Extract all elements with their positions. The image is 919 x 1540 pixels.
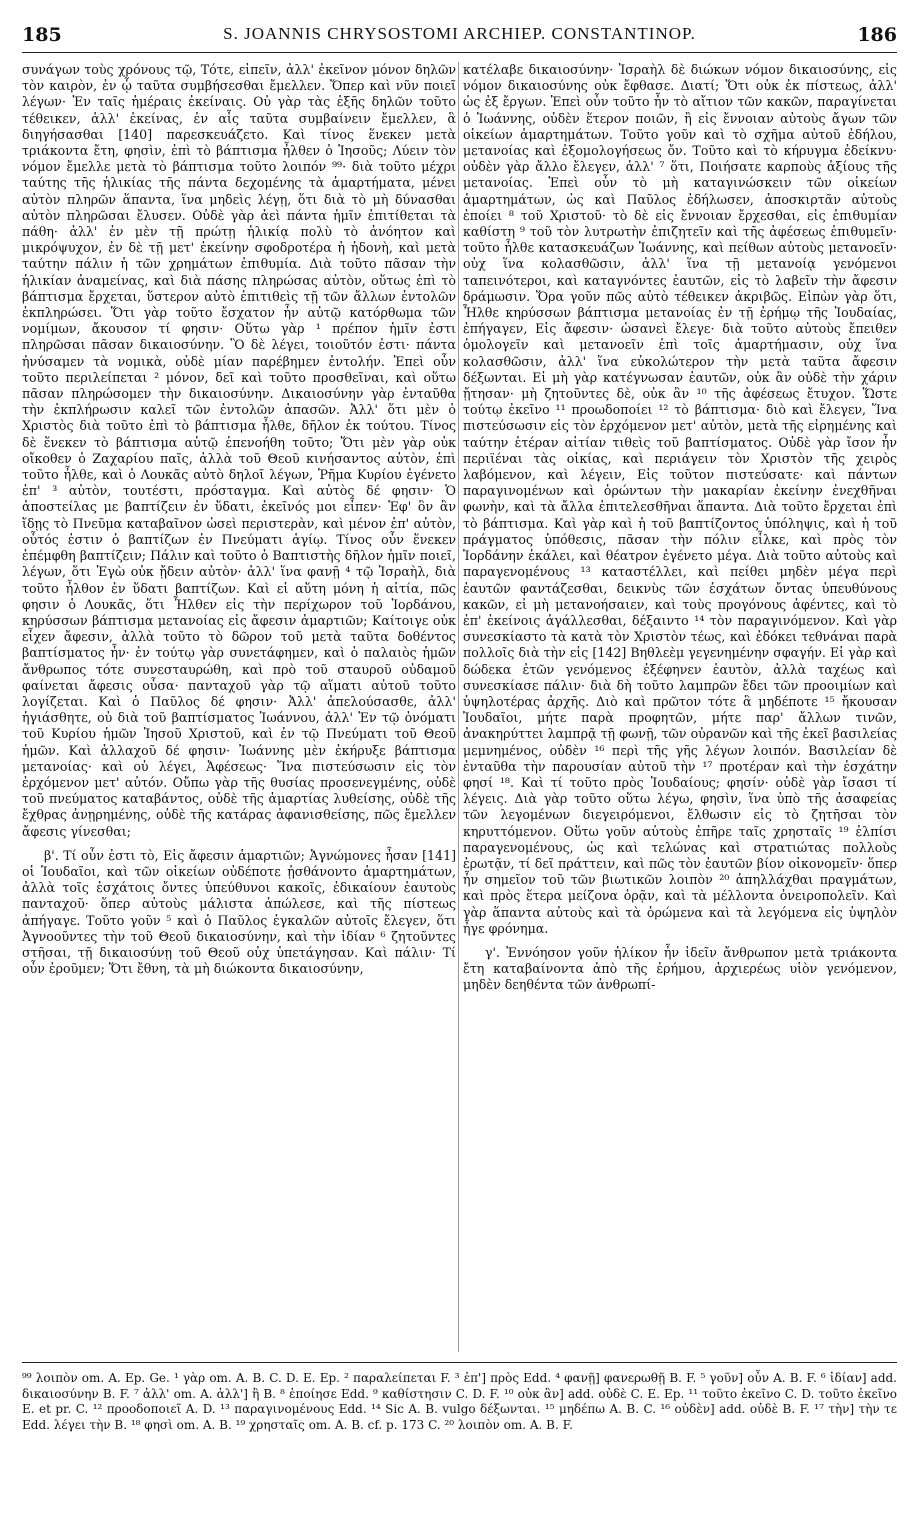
right-paragraph-2: γ'. Ἐννόησον γοῦν ἡλίκον ἦν ἰδεῖν ἄνθρωπον μετὰ τριάκοντα ἔτη καταβαίνοντα ἀπὸ τῆς ἐρήμου, ἀρχιερέως υἱὸν γενόμενον, μηδὲν δεηθέντα τῶν ἀνθρωπί-	[463, 944, 897, 993]
right-column	[463, 62, 897, 1352]
left-paragraph-1: συνάγων τοὺς χρόνους τῷ, Τότε, εἰπεῖν, ἀλλ' ἐκεῖνον μόνον δηλῶν τὸν καιρὸν, ἐν ᾧ ταῦτα συμβήσεσθαι ἔμελλεν. Ὅπερ καὶ νῦν ποιεῖ λέγων· Ἐν ταῖς ἡμέραις ἐκείναις. Οὐ γὰρ τὰς ἑξῆς δηλῶν τοῦτο τέθεικεν, ἀλλ' ἐκείνας, ἐν αἷς ταῦτα συμβαίνειν ἔμελλεν, ἃ διηγήσασθαι [140] παρεσκευάζετο. Καὶ τίνος ἕνεκεν μετὰ τριάκοντα ἔτη, φησὶν, ἐπὶ τὸ βάπτισμα ἦλθεν ὁ Ἰησοῦς; Λύειν τὸν νόμον ἔμελλε μετὰ τὸ βάπτισμα τοῦτο λοιπόν ⁹⁹· διὰ τοῦτο μέχρι ταύτης τῆς ἡλικίας τῆς πάντα δεχομένης τὰ ἁμαρτήματα, μένει αὐτὸν πληρῶν ἅπαντα, ἵνα μηδεὶς λέγῃ, ὅτι διὰ τὸ μὴ δύνασθαι αὐτὸν πληρῶσαι ἔλυσεν. Οὐδὲ γὰρ ἀεὶ πάντα ἡμῖν ἐπιτίθεται τὰ πάθη· ἀλλ' ἐν μὲν τῇ πρώτῃ ἡλικίᾳ πολὺ τὸ ἀνόητον καὶ μικρόψυχον, ἐν δὲ τῇ μετ' ἐκείνην σφοδροτέρα ἡ ἡδονὴ, καὶ μετὰ ταύτην πάλιν ἡ τῶν χρημάτων ἐπιθυμία. Διὰ τοῦτο πᾶσαν τὴν ἡλικίαν ἀναμείνας, καὶ διὰ πάσης πληρώσας αὐτὸν, οὕτως ἐπὶ τὸ βάπτισμα ἔρχεται, ὕστερον αὐτὸ ἐπιτιθεὶς τῇ τῶν ἄλλων ἐντολῶν ἐκπληρώσει. Ὅτι γὰρ τοῦτο ἔσχατον ἦν αὐτῷ κατόρθωμα τῶν νομίμων, ἄκουσον τί φησιν· Οὕτω γὰρ ¹ πρέπον ἡμῖν ἐστι πληρῶσαι πᾶσαν δικαιοσύνην. Ὃ δὲ λέγει, τοιοῦτόν ἐστι· πάντα ἠνύσαμεν τὰ νομικὰ, οὐδὲ μίαν παρέβημεν ἐντολήν. Ἐπεὶ οὖν τοῦτο περιλείπεται ² μόνον, δεῖ καὶ τοῦτο προσθεῖναι, καὶ οὕτω πᾶσαν πληρώσομεν τὴν δικαιοσύνην. Δικαιοσύνην γὰρ ἐνταῦθα τὴν ἐκπλήρωσιν καλεῖ τῶν ἐντολῶν ἁπασῶν. Ἀλλ' ὅτι μὲν ὁ Χριστὸς διὰ τοῦτο ἐπὶ τὸ βάπτισμα ἦλθε, δῆλον ἐκ τούτου. Τίνος δὲ ἕνεκεν τὸ βάπτισμα αὐτῷ ἐπενοήθη τοῦτο; Ὅτι μὲν γὰρ οὐκ οἴκοθεν ὁ Ζαχαρίου παῖς, ἀλλὰ τοῦ Θεοῦ κινήσαντος αὐτὸν, ἐπὶ τοῦτο ἦλθε, καὶ ὁ Λουκᾶς αὐτὸ δηλοῖ λέγων, Ῥῆμα Κυρίου ἐγένετο ἐπ' ³ αὐτὸν, τουτέστι, πρόσταγμα. Καὶ αὐτὸς δέ φησιν· Ὁ ἀποστείλας με βαπτίζειν ἐν ὕδατι, ἐκεῖνός μοι εἶπεν· Ἐφ' ὃν ἂν ἴδῃς τὸ Πνεῦμα καταβαῖνον ὡσεὶ περιστερὰν, καὶ μένον ἐπ' αὐτὸν, οὗτός ἐστιν ὁ βαπτίζων ἐν Πνεύματι ἁγίῳ. Τίνος οὖν ἕνεκεν ἐπέμφθη βαπτίζειν; Πάλιν καὶ τοῦτο ὁ Βαπτιστὴς δῆλον ἡμῖν ποιεῖ, λέγων, ὅτι Ἐγὼ οὐκ ᾔδειν αὐτὸν· ἀλλ' ἵνα φανῇ ⁴ τῷ Ἰσραὴλ, διὰ τοῦτο ἦλθον ἐν ὕδατι βαπτίζων. Καὶ εἰ αὕτη μόνη ἡ αἰτία, πῶς φησιν ὁ Λουκᾶς, ὅτι Ἦλθεν εἰς τὴν περίχωρον τοῦ Ἰορδάνου, κηρύσσων βάπτισμα μετανοίας εἰς ἄφεσιν ἁμαρτιῶν; Καίτοιγε οὐκ εἶχεν ἄφεσιν, ἀλλὰ τοῦτο τὸ δῶρον τοῦ μετὰ ταῦτα δοθέντος βαπτίσματος ἦν· ἐν τούτῳ γὰρ συνετάφημεν, καὶ ὁ παλαιὸς ἡμῶν ἄνθρωπος τότε συνεσταυρώθη, καὶ πρὸ τοῦ σταυροῦ οὐδαμοῦ φαίνεται ἄφεσις οὖσα· πανταχοῦ γὰρ τῷ αἵματι αὐτοῦ τοῦτο λογίζεται. Καὶ ὁ Παῦλος δέ φησιν· Ἀλλ' ἀπελούσασθε, ἀλλ' ἡγιάσθητε, οὐ διὰ τοῦ βαπτίσματος Ἰωάννου, ἀλλ' Ἐν τῷ ὀνόματι τοῦ Κυρίου ἡμῶν Ἰησοῦ Χριστοῦ, καὶ ἐν τῷ Πνεύματι τοῦ Θεοῦ ἡμῶν. Καὶ ἀλλαχοῦ δέ φησιν· Ἰωάννης μὲν ἐκήρυξε βάπτισμα μετανοίας· καὶ οὐ λέγει, Ἀφέσεως· Ἵνα πιστεύσωσιν εἰς τὸν ἐρχόμενον μετ' αὐτόν. Οὔπω γὰρ τῆς θυσίας προσενεγμένης, οὐδὲ τοῦ πνεύματος καταβάντος, οὐδὲ τῆς ἁμαρτίας λυθείσης, οὐδὲ τῆς ἔχθρας ἀνῃρημένης, οὐδὲ τῆς κατάρας ἀφανισθείσης, πῶς ἔμελλεν ἄφεσις γίνεσθαι;	[22, 62, 456, 839]
right-paragraph-1: κατέλαβε δικαιοσύνην· Ἰσραὴλ δὲ διώκων νόμον δικαιοσύνης, εἰς νόμον δικαιοσύνης οὐκ ἔφθασε. Διατί; Ὅτι οὐκ ἐκ πίστεως, ἀλλ' ὡς ἐξ ἔργων. Ἐπεὶ οὖν τοῦτο ἦν τὸ αἴτιον τῶν κακῶν, παραγίνεται ὁ Ἰωάννης, οὐδὲν ἕτερον ποιῶν, ἢ εἰς ἔννοιαν αὐτοὺς ἄγων τῶν οἰκείων ἁμαρτημάτων. Τοῦτο γοῦν καὶ τὸ σχῆμα αὐτοῦ ἐδήλου, μετανοίας καὶ ἐξομολογήσεως ὄν. Τοῦτο καὶ τὸ κήρυγμα ἐδείκνυ· οὐδὲν γὰρ ἄλλο ἔλεγεν, ἀλλ' ⁷ ὅτι, Ποιήσατε καρποὺς ἀξίους τῆς μετανοίας. Ἐπεὶ οὖν τὸ μὴ καταγινώσκειν τῶν οἰκείων ἁμαρτημάτων, ὡς καὶ Παῦλος ἐδήλωσεν, ἀποσκιρτᾶν αὐτοὺς ἐποίει ⁸ τοῦ Χριστοῦ· τὸ δὲ εἰς ἔννοιαν ἔρχεσθαι, εἰς ἐπιθυμίαν καθίστη ⁹ τοῦ τὸν λυτρωτὴν ἐπιζητεῖν καὶ τῆς ἀφέσεως ἐπιθυμεῖν· τοῦτο ἦλθε κατασκευάζων Ἰωάννης, καὶ πείθων αὐτοὺς μετανοεῖν· οὐχ ἵνα κολασθῶσιν, ἀλλ' ἵνα τῇ μετανοίᾳ γενόμενοι ταπεινότεροι, καὶ καταγνόντες ἑαυτῶν, εἰς τὸ λαβεῖν τὴν ἄφεσιν δράμωσιν. Ὅρα γοῦν πῶς αὐτὸ τέθεικεν ἀκριβῶς. Εἰπὼν γὰρ ὅτι, Ἦλθε κηρύσσων βάπτισμα μετανοίας ἐν τῇ ἐρήμῳ τῆς Ἰουδαίας, ἐπήγαγεν, Εἰς ἄφεσιν· ὡσανεὶ ἔλεγε· διὰ τοῦτο αὐτοὺς ἔπειθεν ὁμολογεῖν καὶ μετανοεῖν ἐπὶ τοῖς ἁμαρτήμασιν, οὐχ ἵνα κολασθῶσιν, ἀλλ' ἵνα εὐκολώτερον τὴν μετὰ ταῦτα ἄφεσιν δέξωνται. Εἰ μὴ γὰρ κατέγνωσαν ἑαυτῶν, οὐκ ἂν οὐδὲ τὴν χάριν ᾔτησαν· μὴ ζητοῦντες δὲ, οὐκ ἂν ¹⁰ τῆς ἀφέσεως ἔτυχον. Ὥστε τούτῳ ἐκεῖνο ¹¹ προωδοποίει ¹² τὸ βάπτισμα· διὸ καὶ ἔλεγεν, Ἵνα πιστεύσωσιν εἰς τὸν ἐρχόμενον μετ' αὐτὸν, μετὰ τῆς εἰρημένης καὶ ταύτην ἑτέραν αἰτίαν τιθεὶς τοῦ βαπτίσματος. Οὐδὲ γὰρ ἴσον ἦν περιϊέναι τὰς οἰκίας, καὶ περιάγειν τὸν Χριστὸν τῆς χειρὸς λαβόμενον, καὶ λέγειν, Εἰς τοῦτον πιστεύσατε· καὶ πάντων παραγινομένων καὶ ὁρώντων τὴν μακαρίαν ἐκείνην ἐνεχθῆναι φωνὴν, καὶ τὰ ἄλλα ἐπιτελεσθῆναι ἅπαντα. Διὰ τοῦτο ἔρχεται ἐπὶ τὸ βάπτισμα. Καὶ γὰρ καὶ ἡ τοῦ βαπτίζοντος ὑπόληψις, καὶ ἡ τοῦ πράγματος ὑπόθεσις, πᾶσαν τὴν πόλιν εἷλκε, καὶ πρὸς τὸν Ἰορδάνην ἐκάλει, καὶ θέατρον ἐγένετο μέγα. Διὰ τοῦτο αὐτοὺς καὶ παραγενομένους ¹³ καταστέλλει, καὶ πείθει μηδὲν μέγα περὶ ἑαυτῶν φαντάζεσθαι, δεικνὺς τῶν ἐσχάτων ὄντας ὑπευθύνους κακῶν, εἰ μὴ μετανοήσαιεν, καὶ τοὺς προγόνους ἀφέντες, καὶ τὸ ἐπ' ἐκείνοις ἀγάλλεσθαι, δέξαιντο ¹⁴ τὸν παραγινόμενον. Καὶ γὰρ συνεσκίαστο τὰ κατὰ τὸν Χριστὸν τέως, καὶ ἐδόκει τεθνάναι παρὰ πολλοῖς διὰ τὴν εἰς [142] Βηθλεὲμ γεγενημένην σφαγήν. Εἰ γὰρ καὶ δώδεκα ἐτῶν γενόμενος ἐξέφηνεν ἑαυτὸν, ἀλλὰ ταχέως καὶ συνεσκίασε πάλιν· διὰ δὴ τοῦτο λαμπρῶν ἔδει τῶν προοιμίων καὶ ὑψηλοτέρας ἀρχῆς. Διὸ καὶ πρῶτον τότε ἃ μηδέποτε ¹⁵ ἤκουσαν Ἰουδαῖοι, μήτε παρὰ προφητῶν, μήτε παρ' ἄλλων τινῶν, ἀνακηρύττει λαμπρᾷ τῇ φωνῇ, τῶν οὐρανῶν καὶ τῆς ἐκεῖ βασιλείας μεμνημένος, οὐδὲν ¹⁶ περὶ τῆς γῆς λέγων λοιπόν. Βασιλείαν δὲ ἐνταῦθα τὴν παρουσίαν αὐτοῦ τὴν ¹⁷ προτέραν καὶ τὴν ἐσχάτην φησί ¹⁸. Καὶ τί τοῦτο πρὸς Ἰουδαίους; φησίν· οὐδὲ γὰρ ἴσασι τί λέγεις. Διὰ γὰρ τοῦτο οὕτω λέγω, φησὶν, ἵνα ὑπὸ τῆς ἀσαφείας τῶν λεγομένων διεγειρόμενοι, ἔλθωσιν εἰς τὸ ζητῆσαι τὸν κηρυττόμενον. Οὕτω γοῦν αὐτοὺς ἐπῆρε ταῖς χρησταῖς ¹⁹ ἐλπίσι παραγενομένους, ὡς καὶ τελώνας καὶ στρατιώτας πολλοὺς ἐρωτᾷν, τί δεῖ πράττειν, καὶ πῶς τὸν ἑαυτῶν βίον οἰκονομεῖν· ὅπερ ἦν σημεῖον τοῦ τῶν βιωτικῶν λοιπὸν ²⁰ ἀπηλλάχθαι πραγμάτων, καὶ πρὸς ἕτερα μείζονα ὁρᾷν, καὶ τὰ μέλλοντα ὀνειροπολεῖν. Καὶ γὰρ ἅπαντα αὐτοὺς καὶ τὰ ὁρώμενα καὶ τὰ λεγόμενα εἰς ὑψηλὸν ἦγε φρόνημα.	[463, 62, 897, 936]
column-divider	[458, 62, 459, 1352]
running-header	[22, 22, 897, 53]
left-paragraph-2: β'. Τί οὖν ἐστι τὸ, Εἰς ἄφεσιν ἁμαρτιῶν; Ἀγνώμονες ἦσαν [141] οἱ Ἰουδαῖοι, καὶ τῶν οἰκείων οὐδέποτε ᾐσθάνοντο ἁμαρτημάτων, ἀλλὰ τοῖς ἐσχάτοις ὄντες ὑπεύθυνοι κακοῖς, ἐδικαίουν ἑαυτοὺς πανταχοῦ· ὅπερ αὐτοὺς μάλιστα ἀπώλεσε, καὶ τῆς πίστεως ἀπήγαγε. Τοῦτο γοῦν ⁵ καὶ ὁ Παῦλος ἐγκαλῶν αὐτοῖς ἔλεγεν, ὅτι Ἀγνοοῦντες τὴν τοῦ Θεοῦ δικαιοσύνην, καὶ τὴν ἰδίαν ⁶ ζητοῦντες στῆσαι, τῇ δικαιοσύνῃ τοῦ Θεοῦ οὐχ ὑπετάγησαν. Καὶ πάλιν· Τί οὖν ἐροῦμεν; Ὅτι ἔθνη, τὰ μὴ διώκοντα δικαιοσύνην,	[22, 847, 456, 977]
footnotes	[22, 1362, 897, 1433]
running-title: S. JOANNIS CHRYSOSTOMI ARCHIEP. CONSTANTINOP.	[223, 24, 696, 43]
page-number-right: 186	[857, 24, 897, 46]
footnotes-text: ⁹⁹ λοιπὸν om. A. Ep. Ge. ¹ γὰρ om. A. B. C. D. E. Ep. ² παραλείπεται F. ³ ἐπ'] πρὸς Edd. ⁴ φανῇ] φανερωθῇ B. F. ⁵ γοῦν] οὖν A. B. F. ⁶ ἰδίαν] add. δικαιοσύνην B. F. ⁷ ἀλλ' om. A. ἀλλ'] ἢ B. ⁸ ἐποίησε Edd. ⁹ καθίστησιν C. D. F. ¹⁰ οὐκ ἂν] add. οὐδὲ C. E. Ep. ¹¹ τοῦτο ἐκεῖνο C. D. τοῦτο ἐκεῖνο E. et pr. C. ¹² προοδοποιεῖ A. D. ¹³ παραγινομένους Edd. ¹⁴ Sic A. B. vulgo δέξωνται. ¹⁵ μηδέπω A. B. C. ¹⁶ οὐδὲν] add. οὐδὲ B. F. ¹⁷ τὴν] τὴν τε Edd. λέγει τὴν B. ¹⁸ φησὶ om. A. B. ¹⁹ χρησταῖς om. A. B. cf. p. 173 C. ²⁰ λοιπὸν om. A. B. F.	[22, 1371, 897, 1432]
page-number-left: 185	[22, 24, 62, 46]
left-column	[22, 62, 456, 1352]
